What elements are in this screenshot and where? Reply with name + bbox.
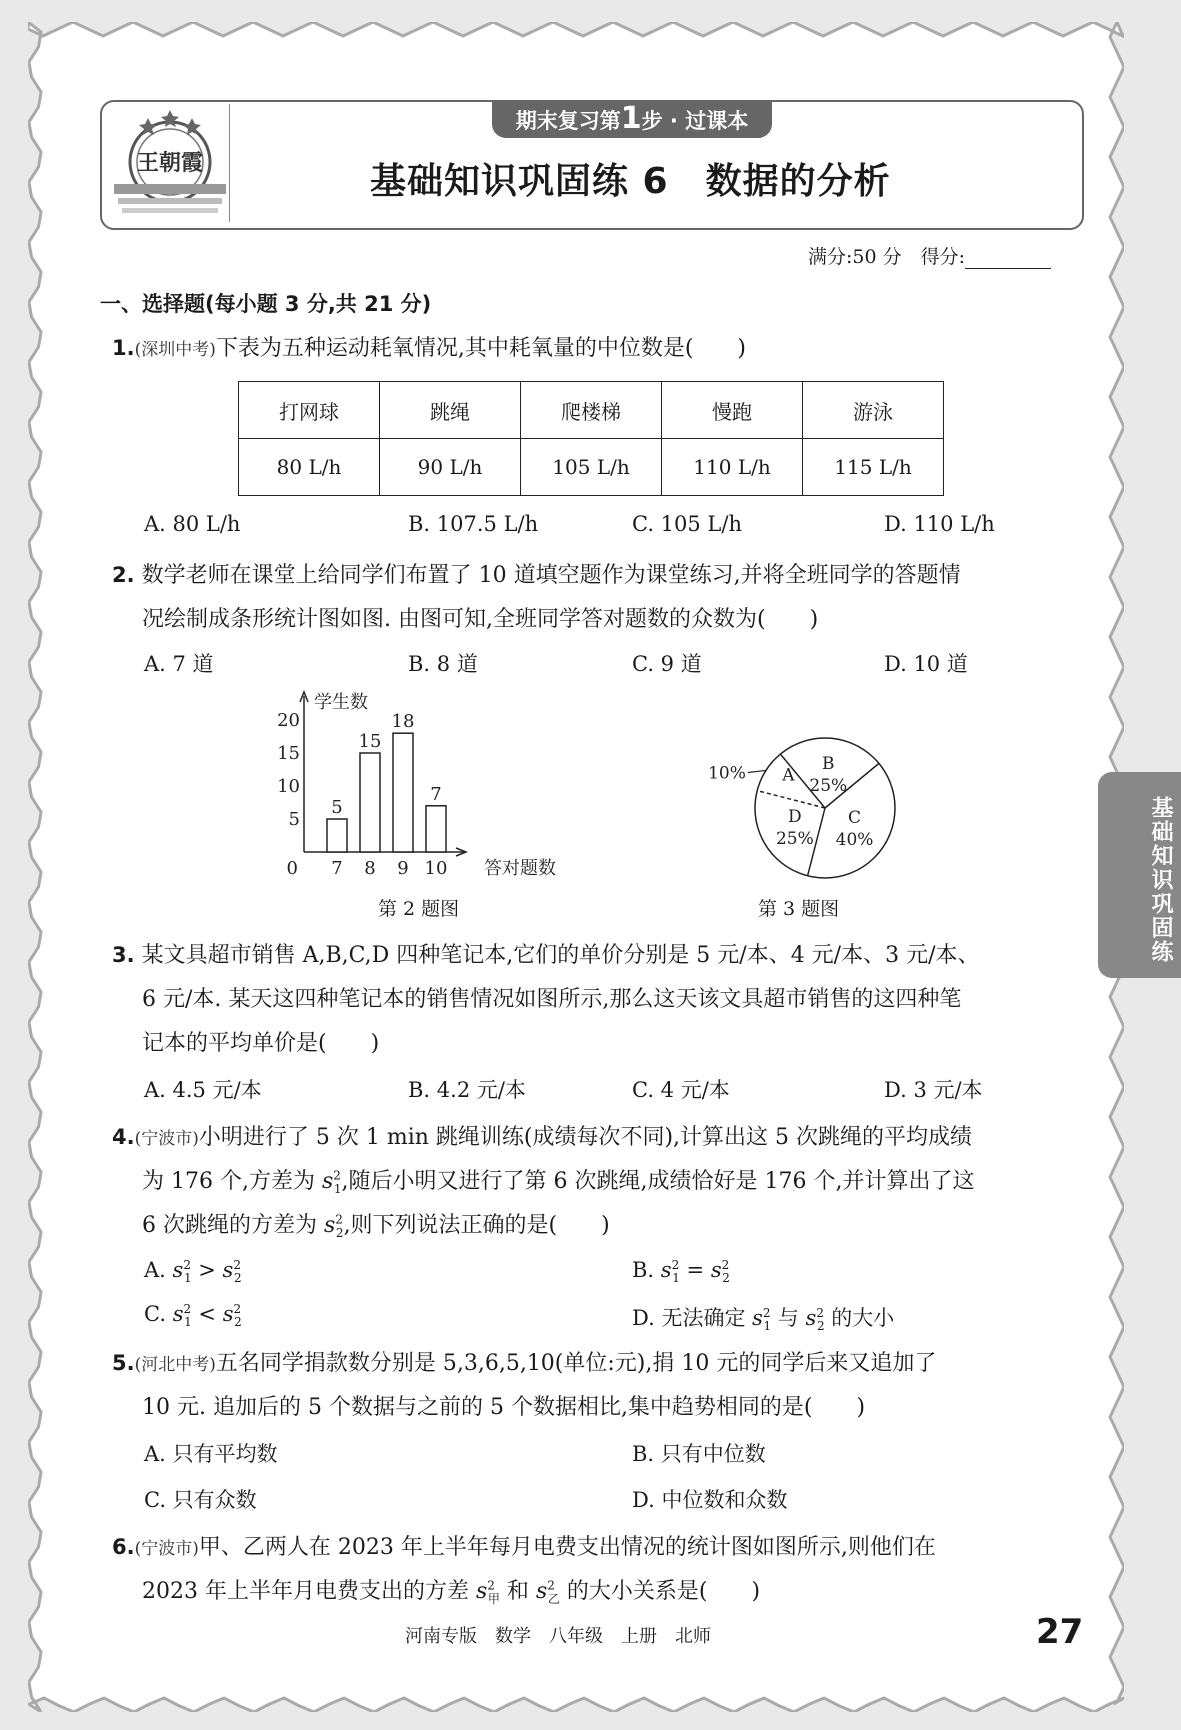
- table-header-cell: 游泳: [803, 382, 944, 439]
- table-header-cell: 打网球: [239, 382, 380, 439]
- slice-percent: 40%: [835, 829, 874, 850]
- x-tick-label: 7: [331, 858, 343, 879]
- footer-text: 河南专版 数学 八年级 上册 北师: [405, 1626, 711, 1647]
- y-tick-label: 5: [288, 809, 300, 830]
- option-d[interactable]: D. 无法确定 $s^2_1$ 与 $s^2_2$ 的大小: [632, 1306, 895, 1334]
- option-a[interactable]: A. $s^2_1 > s^2_2$: [144, 1258, 242, 1286]
- bar-value-label: 7: [430, 783, 442, 805]
- table-header-cell: 爬楼梯: [521, 382, 662, 439]
- table-cell: 80 L/h: [239, 439, 380, 496]
- bar: [393, 733, 413, 852]
- page-title: 基础知识巩固练 6 数据的分析: [370, 161, 891, 202]
- option-b[interactable]: B. 8 道: [408, 652, 478, 676]
- bar: [327, 819, 347, 852]
- y-tick-label: 15: [277, 743, 300, 764]
- x-tick-label: 8: [364, 858, 376, 879]
- option-d[interactable]: D. 3 元/本: [884, 1078, 983, 1102]
- section-heading: 一、选择题(每小题 3 分,共 21 分): [100, 292, 432, 316]
- option-c[interactable]: C. $s^2_1 < s^2_2$: [144, 1302, 242, 1330]
- y-axis-label: 学生数: [314, 692, 368, 713]
- option-a[interactable]: A. 只有平均数: [144, 1442, 278, 1466]
- question-6-line2: 2023 年上半年月电费支出的方差 $s^2_甲$ 和 $s^2_乙$ 的大小关系是( ): [142, 1578, 761, 1607]
- page-number: 27: [1036, 1612, 1084, 1652]
- table-cell: 105 L/h: [521, 439, 662, 496]
- option-c[interactable]: C. 105 L/h: [632, 512, 742, 536]
- option-b[interactable]: B. 4.2 元/本: [408, 1078, 526, 1102]
- y-tick-label: 20: [277, 710, 300, 731]
- review-step-badge: 期末复习第1步 · 过课本: [492, 100, 772, 138]
- option-c[interactable]: C. 9 道: [632, 652, 702, 676]
- slice-label: D: [788, 806, 802, 827]
- slice-label: C: [848, 807, 862, 828]
- score-blank[interactable]: [965, 248, 1051, 269]
- question-3-line3: 记本的平均单价是( ): [142, 1031, 380, 1056]
- bar-value-label: 5: [331, 797, 343, 818]
- slice-label: A: [782, 765, 795, 786]
- table-cell: 110 L/h: [662, 439, 803, 496]
- question-3-line2: 6 元/本. 某天这四种笔记本的销售情况如图所示,那么这天该文具超市销售的这四种笔: [142, 987, 962, 1012]
- question-4-line2: 为 176 个,方差为 $s^2_1$,随后小明又进行了第 6 次跳绳,成绩恰好是 176 个,并计算出了这: [142, 1168, 975, 1197]
- slice-percent: 10%: [708, 763, 746, 784]
- option-d[interactable]: D. 中位数和众数: [632, 1488, 788, 1512]
- option-a[interactable]: A. 4.5 元/本: [144, 1078, 262, 1102]
- question-4-line3: 6 次跳绳的方差为 $s^2_2$,则下列说法正确的是( ): [142, 1212, 610, 1241]
- y-tick-label: 10: [277, 776, 300, 797]
- option-a[interactable]: A. 7 道: [144, 652, 214, 676]
- bar-value-label: 15: [358, 731, 382, 752]
- bar-value-label: 18: [391, 711, 415, 733]
- option-d[interactable]: D. 10 道: [884, 652, 968, 676]
- question-4: 4.(宁波市)小明进行了 5 次 1 min 跳绳训练(成绩每次不同),计算出这 5 次跳绳的平均成绩: [112, 1125, 973, 1150]
- question-2-line2: 况绘制成条形统计图如图. 由图可知,全班同学答对题数的众数为( ): [142, 607, 819, 632]
- slice-percent: 25%: [775, 828, 814, 849]
- q3-pie-chart: [700, 730, 920, 890]
- question-2: 2. 数学老师在课堂上给同学们布置了 10 道填空题作为课堂练习,并将全班同学的答题情: [112, 563, 961, 588]
- table-cell: 90 L/h: [380, 439, 521, 496]
- option-b[interactable]: B. 107.5 L/h: [408, 512, 539, 536]
- slice-percent: 25%: [809, 776, 848, 797]
- option-a[interactable]: A. 80 L/h: [144, 512, 241, 536]
- slice-label: B: [822, 754, 835, 775]
- option-c[interactable]: C. 只有众数: [144, 1488, 257, 1512]
- side-tab[interactable]: 基础知识巩固练: [1098, 772, 1181, 978]
- slice-leader-line: [748, 770, 766, 772]
- bar: [426, 806, 446, 852]
- score-line: 满分:50 分 得分:: [808, 242, 1051, 269]
- option-b[interactable]: B. $s^2_1 = s^2_2$: [632, 1258, 730, 1286]
- option-d[interactable]: D. 110 L/h: [884, 512, 995, 536]
- question-5-line2: 10 元. 追加后的 5 个数据与之前的 5 个数据相比,集中趋势相同的是( ): [142, 1395, 866, 1420]
- q2-bar-chart: [270, 688, 590, 888]
- table-header-cell: 慢跑: [662, 382, 803, 439]
- oxygen-table: [238, 381, 944, 496]
- figure-2-caption: 第 2 题图: [378, 898, 460, 920]
- option-b[interactable]: B. 只有中位数: [632, 1442, 766, 1466]
- question-6: 6.(宁波市)甲、乙两人在 2023 年上半年每月电费支出情况的统计图如图所示,则他们在: [112, 1535, 936, 1560]
- brand-logo: [108, 104, 232, 222]
- question-5: 5.(河北中考)五名同学捐款数分别是 5,3,6,5,10(单位:元),捐 10 元的同学后来又追加了: [112, 1351, 937, 1376]
- bar: [360, 753, 380, 852]
- origin-label: 0: [286, 858, 298, 879]
- x-axis-label: 答对题数: [484, 858, 556, 879]
- logo-text: 王朝霞: [136, 150, 204, 176]
- table-cell: 115 L/h: [803, 439, 944, 496]
- x-tick-label: 10: [424, 858, 448, 879]
- figure-3-caption: 第 3 题图: [758, 898, 840, 920]
- question-1: 1.(深圳中考)下表为五种运动耗氧情况,其中耗氧量的中位数是( ): [112, 336, 747, 361]
- x-tick-label: 9: [397, 858, 409, 879]
- header-divider: [229, 104, 230, 222]
- question-3: 3. 某文具超市销售 A,B,C,D 四种笔记本,它们的单价分别是 5 元/本、4 元/本、3 元/本、: [112, 943, 980, 968]
- table-header-cell: 跳绳: [380, 382, 521, 439]
- option-c[interactable]: C. 4 元/本: [632, 1078, 730, 1102]
